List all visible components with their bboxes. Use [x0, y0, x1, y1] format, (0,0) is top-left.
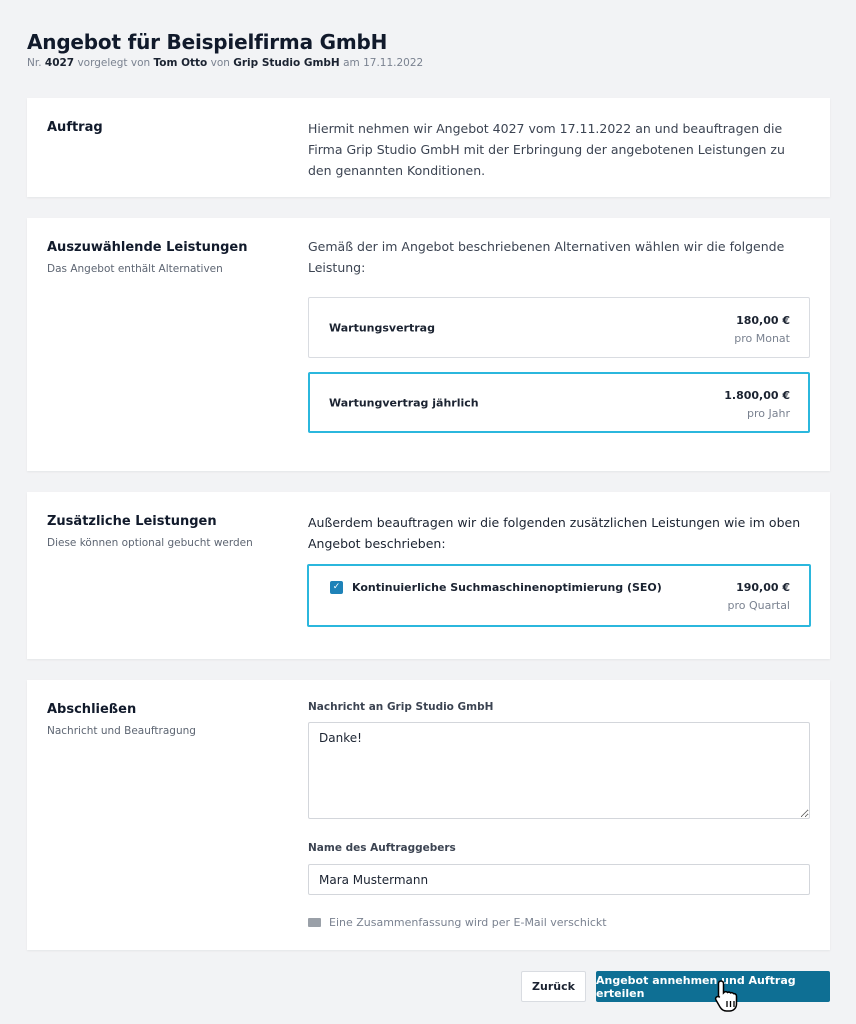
option-unit: pro Monat — [734, 332, 790, 345]
section-subtitle: Das Angebot enthält Alternativen — [47, 263, 223, 275]
presented-label: vorgelegt von — [77, 57, 151, 69]
offer-number: 4027 — [44, 57, 75, 69]
message-textarea[interactable] — [308, 722, 810, 819]
additional-card — [27, 492, 830, 659]
section-subtitle: Diese können optional gebucht werden — [47, 537, 253, 549]
message-label: Nachricht an Grip Studio GmbH — [308, 701, 494, 713]
option-price: 180,00 € — [736, 314, 790, 327]
hand-cursor-icon — [714, 979, 742, 1013]
email-note — [308, 916, 607, 929]
auftrag-card — [27, 98, 830, 197]
section-title: Auszuwählende Leistungen — [47, 240, 248, 255]
option-unit: pro Jahr — [747, 407, 790, 420]
section-title: Auftrag — [47, 120, 103, 135]
envelope-icon — [308, 918, 321, 927]
option-label: Wartungvertrag jährlich — [329, 396, 479, 409]
name-label: Name des Auftraggebers — [308, 842, 456, 854]
option-wartungsvertrag[interactable] — [308, 297, 810, 358]
offer-date: 17.11.2022 — [363, 57, 424, 69]
option-price: 1.800,00 € — [724, 389, 790, 402]
alternatives-card — [27, 218, 830, 471]
auftrag-text: Hiermit nehmen wir Angebot 4027 vom 17.11.2022 an und beauftragen die Firma Grip Studio GmbH mit der Erbringung der angebotenen Leistungen zu den genannten Konditionen. — [308, 121, 785, 178]
person: Tom Otto — [153, 57, 208, 69]
back-button[interactable]: Zurück — [521, 971, 586, 1002]
additional-text: Außerdem beauftragen wir die folgenden zusätzlichen Leistungen wie im oben Angebot beschrieben: — [308, 515, 801, 551]
item-price: 190,00 € — [736, 581, 790, 594]
checkbox[interactable]: ✓ — [330, 581, 343, 594]
additional-item-seo[interactable] — [307, 564, 811, 627]
from-label: von — [210, 57, 230, 69]
option-wartungsvertrag-jaehrlich[interactable] — [308, 372, 810, 433]
section-subtitle: Nachricht und Beauftragung — [47, 725, 196, 737]
alternatives-text: Gemäß der im Angebot beschriebenen Alternativen wählen wir die folgende Leistung: — [308, 239, 785, 275]
accept-offer-button[interactable]: Angebot annehmen und Auftrag erteilen — [596, 971, 830, 1002]
item-unit: pro Quartal — [727, 599, 790, 612]
email-note-text: Eine Zusammenfassung wird per E-Mail verschickt — [329, 916, 607, 929]
finish-card — [27, 680, 830, 950]
date-label: am — [343, 57, 360, 69]
page-title: Angebot für Beispielfirma GmbH — [27, 30, 388, 54]
item-label: Kontinuierliche Suchmaschinenoptimierung (SEO) — [352, 581, 662, 594]
section-title: Abschließen — [47, 702, 137, 717]
option-label: Wartungsvertrag — [329, 321, 435, 334]
section-title: Zusätzliche Leistungen — [47, 514, 217, 529]
offer-meta — [27, 57, 423, 69]
nr-label: Nr. — [27, 57, 42, 69]
name-input[interactable] — [308, 864, 810, 895]
company: Grip Studio GmbH — [233, 57, 340, 69]
